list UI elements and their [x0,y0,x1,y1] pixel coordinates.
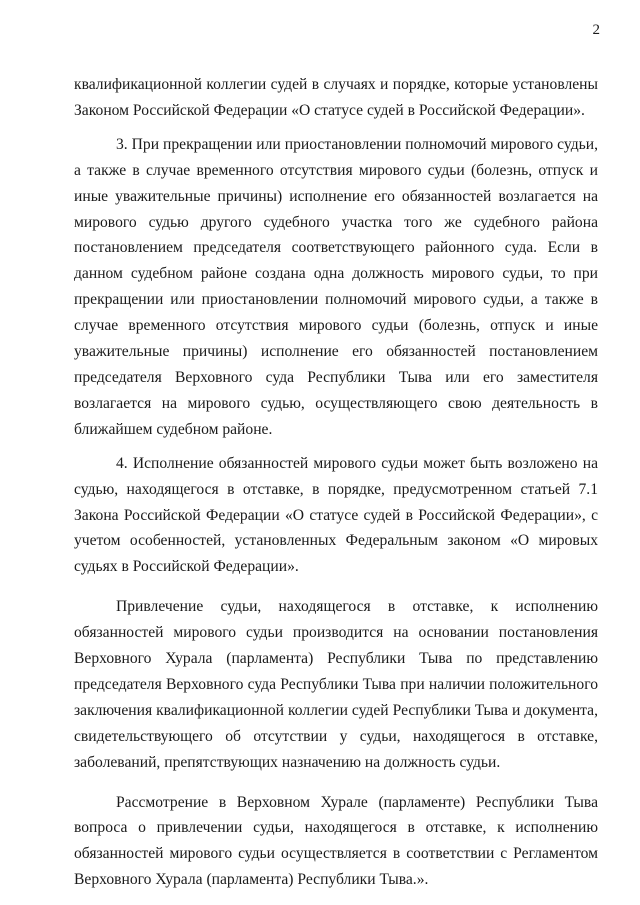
paragraph-khural-consideration: Рассмотрение в Верховном Хурале (парламенте) Республики Тыва вопроса о привлечении судьи, находящегося в отставке, к исполнению обязанностей мирового судьи осуществляется в соответствии с Регламентом Верховного Хурала (парламента) Республики Тыва.». [74,793,598,889]
document-body [74,72,598,901]
paragraph-retired-judge-involvement: Привлечение судьи, находящегося в отставке, к исполнению обязанностей мирового судьи производится на основании постановления Верховного Хурала (парламента) Республики Тыва по представлению председателя Верховного суда Республики Тыва при наличии положительного заключения квалификационной коллегии судей Республики Тыва и документа, свидетельствующего об отсутствии у судьи, находящегося в отставке, заболеваний, препятствующих назначению на должность судьи. [74,598,598,771]
paragraph-continuation: квалификационной коллегии судей в случаях и порядке, которые установлены Законом Российской Федерации «О статусе судей в Российской Федерации». [74,76,598,119]
page-number: 2 [592,22,600,38]
paragraph-item-4: 4. Исполнение обязанностей мирового судьи может быть возложено на судью, находящегося в отставке, в порядке, предусмотренном статьей 7.1 Закона Российской Федерации «О статусе судей в Российской Федерации», с учетом особенностей, установленных Федеральным законом «О мировых судьях в Российской Федерации». [74,454,598,576]
paragraph-item-3: 3. При прекращении или приостановлении полномочий мирового судьи, а также в случае временного отсутствия мирового судьи (болезнь, отпуск и иные уважительные причины) исполнение его обязанностей возлагается на мирового судью другого судебного участка того же судебного района постановлением председателя соответствующего районного суда. Если в данном судебном районе создана одна должность мирового судьи, то при прекращении или приостановлении полномочий мирового судьи, а также в случае временного отсутствия мирового судьи (болезнь, отпуск и иные уважительные причины) исполнение его обязанностей постановлением председателя Верховного суда Республики Тыва или его заместителя возлагается на мирового судью, осуществляющего свою деятельность в ближайшем судебном районе. [74,135,598,438]
